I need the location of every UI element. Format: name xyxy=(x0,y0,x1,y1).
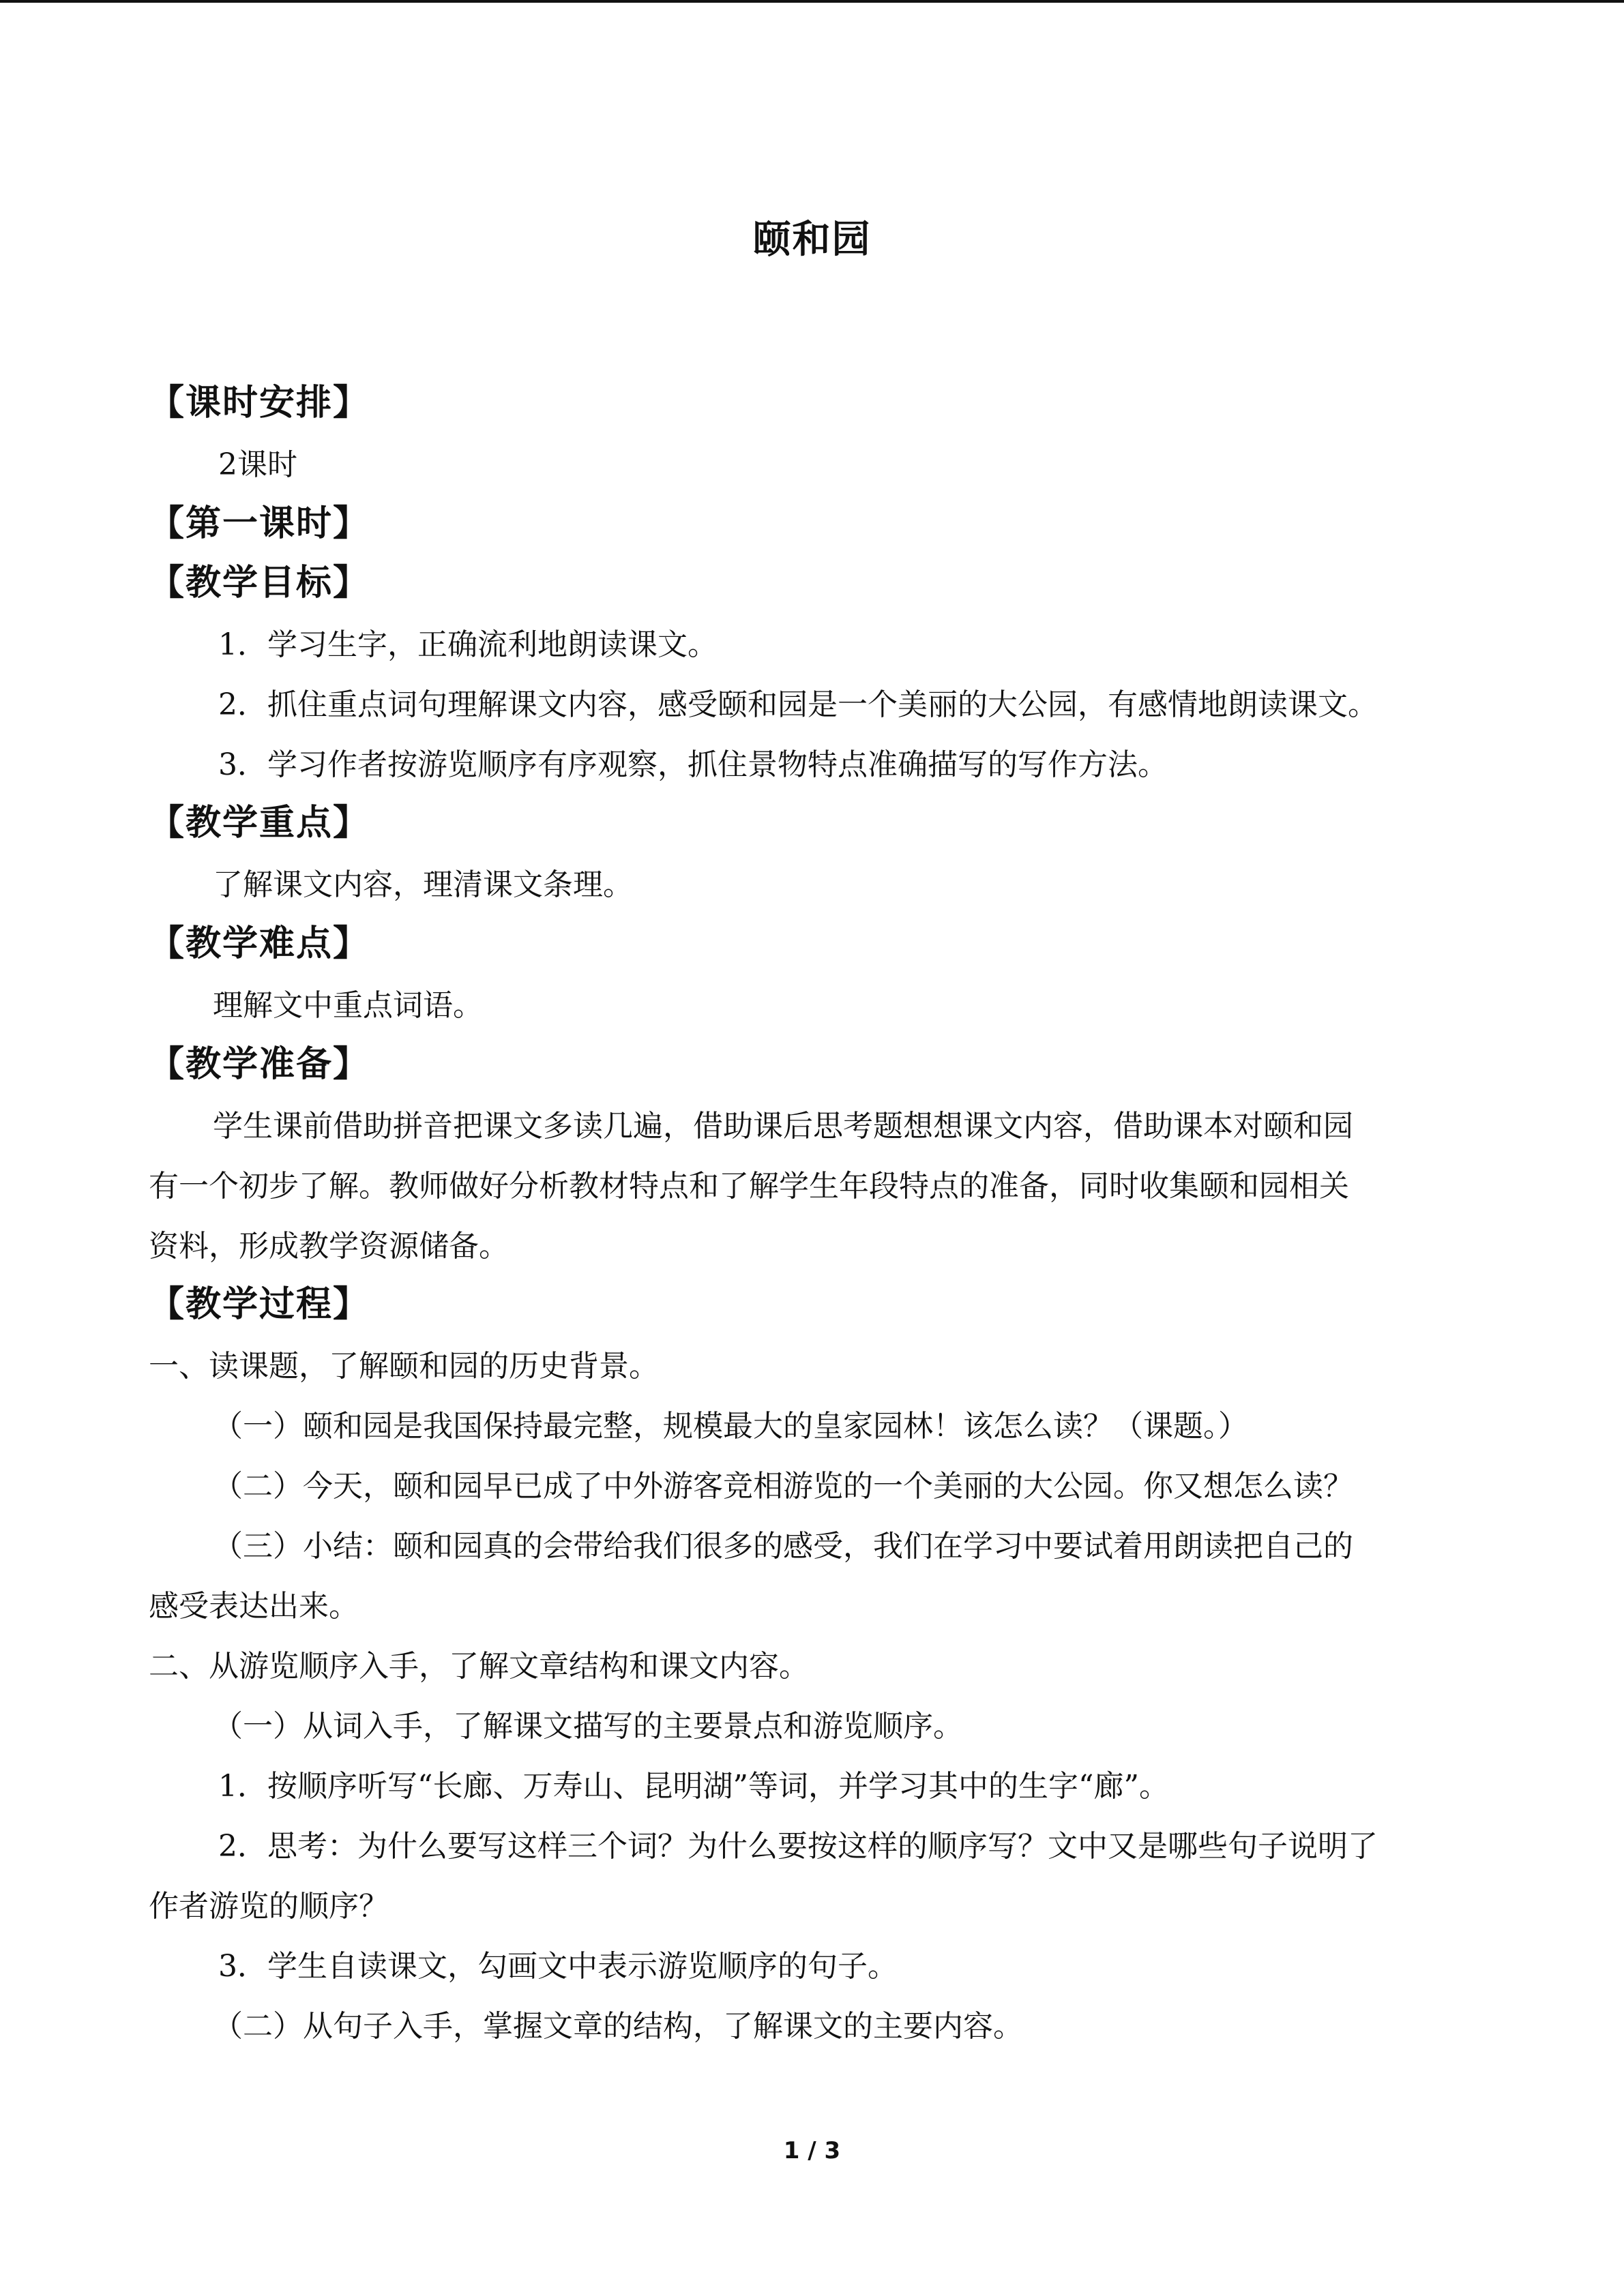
goal-item: 3．学习作者按游览顺序有序观察，抓住景物特点准确描写的写作方法。 xyxy=(218,747,1168,782)
key-points-text: 了解课文内容，理清课文条理。 xyxy=(213,867,633,902)
page-title: 颐和园 xyxy=(752,218,872,262)
process-line: （一）从词入手，了解课文描写的主要景点和游览顺序。 xyxy=(213,1709,963,1744)
heading-schedule: 【课时安排】 xyxy=(149,383,370,423)
heading-goals: 【教学目标】 xyxy=(149,563,370,603)
schedule-text: 2课时 xyxy=(218,447,297,482)
process-line: 2．思考：为什么要写这样三个词？为什么要按这样的顺序写？文中又是哪些句子说明了 xyxy=(218,1829,1378,1864)
process-line: 二、从游览顺序入手，了解文章结构和课文内容。 xyxy=(149,1649,809,1684)
difficulties-text: 理解文中重点词语。 xyxy=(213,988,483,1023)
top-rule xyxy=(0,0,1624,3)
process-line: （二）从句子入手，掌握文章的结构，了解课文的主要内容。 xyxy=(213,2009,1023,2044)
heading-difficulties: 【教学难点】 xyxy=(149,923,370,964)
process-line: 1．按顺序听写“长廊、万寿山、昆明湖”等词，并学习其中的生字“廊”。 xyxy=(218,1769,1169,1804)
process-line: 感受表达出来。 xyxy=(149,1589,359,1624)
preparation-line: 有一个初步了解。教师做好分析教材特点和了解学生年段特点的准备，同时收集颐和园相关 xyxy=(149,1169,1349,1204)
preparation-line: 资料，形成教学资源储备。 xyxy=(149,1229,509,1264)
process-line: （二）今天，颐和园早已成了中外游客竞相游览的一个美丽的大公园。你又想怎么读？ xyxy=(213,1469,1353,1504)
process-line: 作者游览的顺序？ xyxy=(149,1889,389,1924)
process-line: （三）小结：颐和园真的会带给我们很多的感受，我们在学习中要试着用朗读把自己的 xyxy=(213,1529,1353,1564)
page-number: 1 / 3 xyxy=(783,2137,841,2164)
process-line: （一）颐和园是我国保持最完整，规模最大的皇家园林！该怎么读？（课题。） xyxy=(213,1409,1248,1444)
heading-preparation: 【教学准备】 xyxy=(149,1044,370,1085)
heading-first-lesson: 【第一课时】 xyxy=(149,503,370,544)
process-line: 一、读课题，了解颐和园的历史背景。 xyxy=(149,1349,659,1384)
heading-key-points: 【教学重点】 xyxy=(149,803,370,844)
goal-item: 2．抓住重点词句理解课文内容，感受颐和园是一个美丽的大公园，有感情地朗读课文。 xyxy=(218,687,1378,722)
goal-item: 1．学习生字，正确流利地朗读课文。 xyxy=(218,627,718,662)
preparation-line: 学生课前借助拼音把课文多读几遍，借助课后思考题想想课文内容，借助课本对颐和园 xyxy=(213,1109,1353,1144)
process-line: 3．学生自读课文，勾画文中表示游览顺序的句子。 xyxy=(218,1949,898,1984)
heading-process: 【教学过程】 xyxy=(149,1284,370,1325)
